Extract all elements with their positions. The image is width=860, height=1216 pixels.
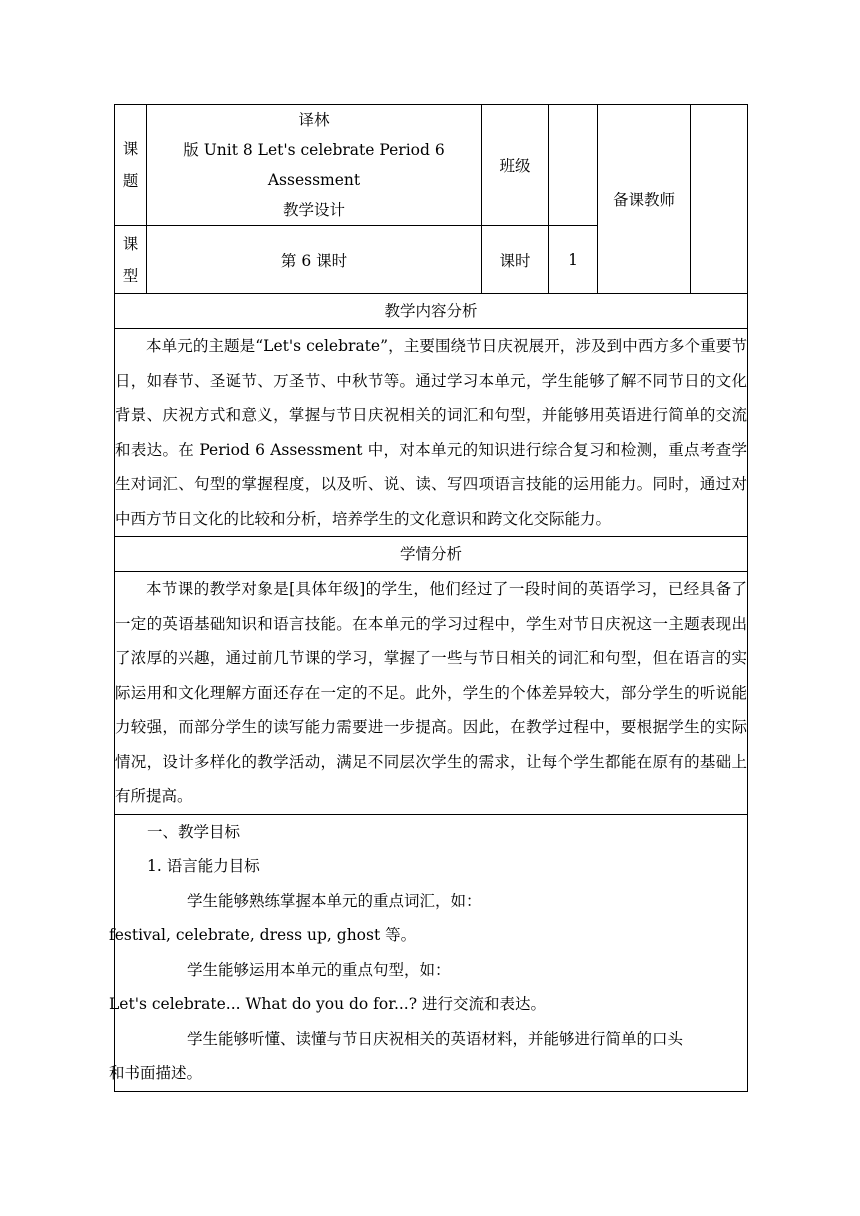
content-analysis-heading-row	[115, 294, 748, 329]
lesson-title-cell	[147, 105, 482, 226]
learner-analysis-text: 本节课的教学对象是[具体年级]的学生，他们经过了一段时间的英语学习，已经具备了一定的英语基础知识和语言技能。在本单元的学习过程中，学生对节日庆祝这一主题表现出了浓厚的兴趣，通过前几节课的学习，掌握了一些与节日相关的词汇和句型，但在语言的实际运用和文化理解方面还存在一定的不足。此外，学生的个体差异较大，部分学生的听说能力较强，而部分学生的读写能力需要进一步提高。因此，在教学过程中，要根据学生的实际情况，设计多样化的教学活动，满足不同层次学生的需求，让每个学生都能在原有的基础上有所提高。	[115, 572, 748, 815]
type-label-cell	[115, 226, 147, 294]
hours-value: 1	[549, 226, 598, 294]
learner-analysis-body-row	[115, 572, 748, 815]
lesson-plan-table	[109, 104, 748, 1092]
objective-item: 学生能够熟练掌握本单元的重点词汇，如：	[187, 891, 482, 910]
content-analysis-body-row	[115, 329, 748, 537]
teacher-value	[691, 105, 748, 294]
objectives-heading: 一、教学目标	[147, 822, 241, 841]
class-value	[549, 105, 598, 226]
hours-label: 课时	[482, 226, 549, 294]
lesson-title-line: 译林	[298, 111, 330, 129]
lesson-title-line: 版 Unit 8 Let's celebrate Period 6 Assessment	[183, 141, 445, 189]
lesson-title-line: 教学设计	[282, 201, 345, 219]
teacher-label: 备课教师	[598, 105, 691, 294]
learner-analysis-heading-row	[115, 537, 748, 572]
objective-item-continuation: Let's celebrate... What do you do for...? 进行交流和表达。	[109, 995, 546, 1013]
topic-label-cell	[115, 105, 147, 226]
topic-label-char: 题	[122, 172, 139, 190]
class-label: 班级	[482, 105, 549, 226]
type-label-char: 课	[122, 234, 139, 253]
objective-item-continuation: 和书面描述。	[109, 1064, 203, 1082]
content-analysis-heading: 教学内容分析	[115, 294, 748, 329]
objective-item-continuation: festival, celebrate, dress up, ghost 等。	[109, 926, 417, 944]
objective-item: 学生能够听懂、读懂与节日庆祝相关的英语材料，并能够进行简单的口头	[187, 1029, 684, 1048]
objectives-row	[115, 814, 748, 1091]
topic-label-char: 课	[122, 140, 139, 158]
objectives-cell	[109, 814, 748, 1091]
content-analysis-text: 本单元的主题是“Let's celebrate”，主要围绕节日庆祝展开，涉及到中西方多个重要节日，如春节、圣诞节、万圣节、中秋节等。通过学习本单元，学生能够了解不同节日的文化背景、庆祝方式和意义，掌握与节日庆祝相关的词汇和句型，并能够用英语进行简单的交流和表达。在 Period 6 Assessment 中，对本单元的知识进行综合复习和检测，重点考查学生对词汇、句型的掌握程度，以及听、说、读、写四项语言技能的运用能力。同时，通过对中西方节日文化的比较和分析，培养学生的文化意识和跨文化交际能力。	[115, 329, 748, 537]
type-label-char: 型	[122, 266, 139, 285]
lesson-type-value: 第 6 课时	[147, 226, 482, 294]
objectives-sub-heading: 1. 语言能力目标	[147, 857, 260, 875]
header-row-topic	[115, 105, 748, 226]
objective-item: 学生能够运用本单元的重点句型，如：	[187, 960, 451, 979]
learner-analysis-heading: 学情分析	[115, 537, 748, 572]
